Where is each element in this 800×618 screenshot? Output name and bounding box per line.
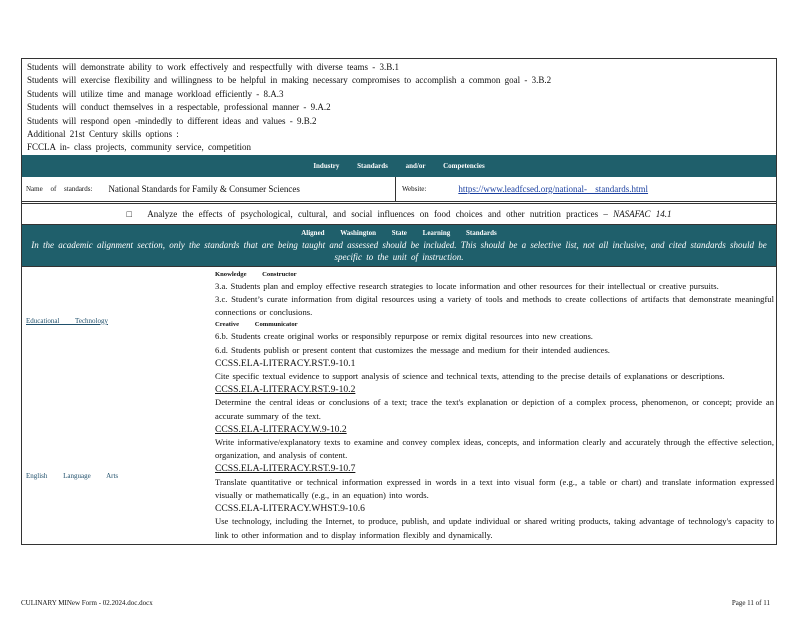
name-value: National Standards for Family & Consumer Sciences [108,183,300,194]
website-label: Website: [402,184,427,193]
skills-section [21,58,777,155]
aligned-standards-header [21,225,777,267]
standard-bullet-row [21,203,777,225]
subject-english-language-arts: English Language Arts [26,471,119,480]
standard-paragraph: 6.d. Students publish or present content that customizes the message and medium for their intended audiences. [215,344,610,355]
standard-text: Analyze the effects of psychological, cultural, and social influences on food choices and other nutrition practices – [147,208,608,219]
standard-code: NASAFAC 14.1 [613,208,672,219]
name-label: Name of standards: [26,184,93,193]
ela-text: Translate quantitative or technical information expressed in words in a text into visual form (e.g., a table or chart) and translate information expressed visually or mathematically (e.g., in an equation) into words. [215,476,774,500]
ela-code[interactable]: CCSS.ELA-LITERACY.W.9-10.2 [215,423,347,435]
subject-educational-technology: Educational Technology [26,316,109,325]
aligned-note: In the academic alignment section, only the standards that are being taught and assessed should be included. This should be a selective list, not all inclusive, and cited standards should be specific to the unit of instruction. [31,239,767,262]
industry-standards-header: Industry Standards and/or Competencies [21,155,777,177]
document-page [21,58,777,545]
footer-page-number: Page 11 of 11 [731,599,770,607]
skill-line: FCCLA in- class projects, community service, competition [27,142,251,153]
standard-paragraph: 3.a. Students plan and employ effective research strategies to locate information and other resources for their intellectual or creative pursuits. [215,280,719,291]
standards-name-row [21,177,777,202]
standard-paragraph: 6.b. Students create original works or responsibly repurpose or remix digital resources into new creations. [215,331,593,342]
standards-table [21,267,777,545]
subject-column [22,267,211,544]
ela-code: CCSS.ELA-LITERACY.WHST.9-10.6 [215,503,365,515]
ela-text: Determine the central ideas or conclusions of a text; trace the text's explanation or depiction of a complex process, phenomenon, or concept; provide an accurate summary of the text. [215,397,774,421]
page-footer [21,599,770,607]
footer-filename: CULINARY MINew Form - 02.2024.doc.docx [21,599,153,607]
creative-communicator-heading: Creative Communicator [215,321,298,329]
standard-paragraph: 3.c. Student’s curate information from digital resources using a variety of tools and methods to create collections of artifacts that demonstrate meaningful connections or conclusions. [215,294,774,318]
website-cell [396,177,776,201]
aligned-title: Aligned Washington State Learning Standards [301,228,497,237]
checkbox-icon: □ [126,208,132,219]
website-link[interactable]: https://www.leadfcsed.org/national- standards.html [458,183,649,194]
standards-content [211,267,776,544]
skill-line: Students will exercise flexibility and willingness to be helpful in making necessary compromises to accomplish a common goal - 3.B.2 [27,75,552,86]
standards-name-cell [22,177,396,201]
ela-text: Write informative/explanatory texts to examine and convey complex ideas, concepts, and information clearly and accurately through the effective selection, organization, and analysis of content. [215,437,774,461]
skill-line: Students will utilize time and manage workload efficiently - 8.A.3 [27,88,284,99]
skill-line: Additional 21st Century skills options : [27,129,179,140]
ela-code[interactable]: CCSS.ELA-LITERACY.RST.9-10.7 [215,463,356,475]
ela-code[interactable]: CCSS.ELA-LITERACY.RST.9-10.2 [215,384,356,396]
ela-code: CCSS.ELA-LITERACY.RST.9-10.1 [215,357,356,369]
ela-text: Cite specific textual evidence to support analysis of science and technical texts, attending to the precise details of explanations or descriptions. [215,371,725,382]
skill-line: Students will demonstrate ability to work effectively and respectfully with diverse teams - 3.B.1 [27,62,400,72]
ela-text: Use technology, including the Internet, to produce, publish, and update individual or shared writing products, taking advantage of technology's capacity to link to other information and to display information flexibly and dynamically. [215,516,774,540]
knowledge-constructor-heading: Knowledge Constructor [215,270,297,278]
skill-line: Students will respond open -mindedly to different ideas and values - 9.B.2 [27,115,317,126]
skill-line: Students will conduct themselves in a respectable, professional manner - 9.A.2 [27,102,331,113]
